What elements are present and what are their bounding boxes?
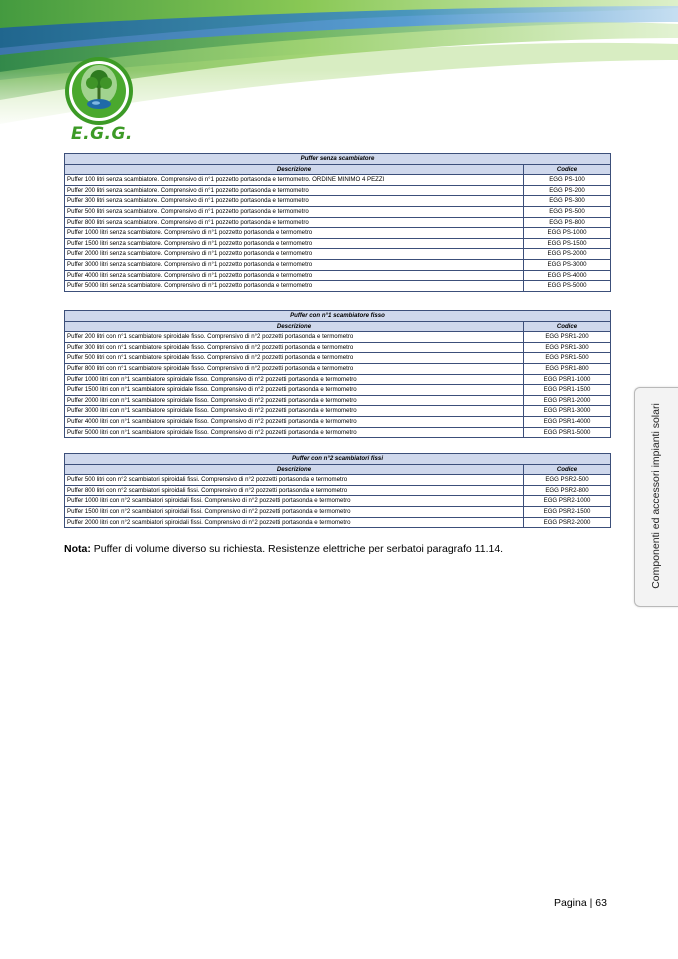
cell-descrizione: Puffer 4000 litri con n°1 scambiatore spiroidale fisso. Comprensivo di n°2 pozzetti portasonda e termometro (65, 416, 524, 427)
cell-descrizione: Puffer 500 litri con n°2 scambiatori spiroidali fissi. Comprensivo di n°2 pozzetti portasonda e termometro (65, 475, 524, 486)
cell-descrizione: Puffer 200 litri con n°1 scambiatore spiroidale fisso. Comprensivo di n°2 pozzetti portasonda e termometro (65, 332, 524, 343)
cell-descrizione: Puffer 500 litri con n°1 scambiatore spiroidale fisso. Comprensivo di n°2 pozzetti portasonda e termometro (65, 353, 524, 364)
page-separator: | (589, 897, 593, 909)
table-row (65, 363, 611, 374)
note-label: Nota: (64, 543, 91, 555)
table-title: Puffer con n°1 scambiatore fisso (65, 311, 611, 322)
column-header-descrizione: Descrizione (65, 464, 524, 475)
table-row (65, 281, 611, 292)
cell-descrizione: Puffer 800 litri con n°1 scambiatore spiroidale fisso. Comprensivo di n°2 pozzetti portasonda e termometro (65, 363, 524, 374)
cell-codice: EGG PS-5000 (523, 281, 610, 292)
cell-codice: EGG PS-2000 (523, 249, 610, 260)
cell-codice: EGG PSR1-4000 (524, 416, 611, 427)
cell-descrizione: Puffer 3000 litri senza scambiatore. Comprensivo di n°1 pozzetto portasonda e termometro (65, 259, 524, 270)
table-row (65, 185, 611, 196)
cell-descrizione: Puffer 2000 litri senza scambiatore. Comprensivo di n°1 pozzetto portasonda e termometro (65, 249, 524, 260)
table-row (65, 406, 611, 417)
cell-descrizione: Puffer 100 litri senza scambiatore. Comprensivo di n°1 pozzetto portasonda e termometro. ORDINE MINIMO 4 PEZZI (65, 175, 524, 186)
note-paragraph (64, 543, 503, 555)
cell-descrizione: Puffer 800 litri senza scambiatore. Comprensivo di n°1 pozzetto portasonda e termometro (65, 217, 524, 228)
cell-codice: EGG PSR1-3000 (524, 406, 611, 417)
note-text: Puffer di volume diverso su richiesta. Resistenze elettriche per serbatoi paragrafo 11.14. (90, 543, 504, 555)
table-row (65, 496, 611, 507)
cell-descrizione: Puffer 5000 litri senza scambiatore. Comprensivo di n°1 pozzetto portasonda e termometro (65, 281, 524, 292)
cell-codice: EGG PSR1-300 (524, 342, 611, 353)
table-row (65, 238, 611, 249)
cell-codice: EGG PSR1-2000 (524, 395, 611, 406)
cell-codice: EGG PS-300 (523, 196, 610, 207)
cell-codice: EGG PSR1-1000 (524, 374, 611, 385)
cell-descrizione: Puffer 800 litri con n°2 scambiatori spiroidali fissi. Comprensivo di n°2 pozzetti portasonda e termometro (65, 485, 524, 496)
table-row (65, 228, 611, 239)
table-row (65, 517, 611, 528)
cell-descrizione: Puffer 1000 litri con n°1 scambiatore spiroidale fisso. Comprensivo di n°2 pozzetti portasonda e termometro (65, 374, 524, 385)
cell-descrizione: Puffer 2000 litri con n°2 scambiatori spiroidali fissi. Comprensivo di n°2 pozzetti portasonda e termometro (65, 517, 524, 528)
cell-descrizione: Puffer 300 litri senza scambiatore. Comprensivo di n°1 pozzetto portasonda e termometro (65, 196, 524, 207)
table-row (65, 506, 611, 517)
column-header-codice: Codice (524, 464, 611, 475)
cell-descrizione: Puffer 5000 litri con n°1 scambiatore spiroidale fisso. Comprensivo di n°2 pozzetti portasonda e termometro (65, 427, 524, 438)
table-row (65, 374, 611, 385)
cell-codice: EGG PS-1500 (523, 238, 610, 249)
cell-codice: EGG PS-800 (523, 217, 610, 228)
table-row (65, 249, 611, 260)
table-row (65, 416, 611, 427)
table-row (65, 395, 611, 406)
cell-codice: EGG PS-500 (523, 206, 610, 217)
cell-descrizione: Puffer 4000 litri senza scambiatore. Comprensivo di n°1 pozzetto portasonda e termometro (65, 270, 524, 281)
table-row (65, 206, 611, 217)
cell-codice: EGG PSR1-800 (524, 363, 611, 374)
table-title: Puffer con n°2 scambiatori fissi (65, 454, 611, 465)
cell-descrizione: Puffer 1000 litri con n°2 scambiatori spiroidali fissi. Comprensivo di n°2 pozzetti portasonda e termometro (65, 496, 524, 507)
cell-codice: EGG PSR1-5000 (524, 427, 611, 438)
column-header-codice: Codice (523, 164, 610, 175)
cell-codice: EGG PSR2-2000 (524, 517, 611, 528)
table-row (65, 270, 611, 281)
cell-codice: EGG PSR2-1000 (524, 496, 611, 507)
cell-descrizione: Puffer 500 litri senza scambiatore. Comprensivo di n°1 pozzetto portasonda e termometro (65, 206, 524, 217)
cell-descrizione: Puffer 300 litri con n°1 scambiatore spiroidale fisso. Comprensivo di n°2 pozzetti portasonda e termometro (65, 342, 524, 353)
table-row (65, 353, 611, 364)
cell-codice: EGG PSR1-200 (524, 332, 611, 343)
brand-name: E.G.G. (71, 124, 133, 144)
cell-codice: EGG PS-1000 (523, 228, 610, 239)
cell-codice: EGG PS-200 (523, 185, 610, 196)
table-row (65, 485, 611, 496)
section-side-tab-label: Componenti ed accessori impianti solari (650, 403, 662, 589)
cell-codice: EGG PS-4000 (523, 270, 610, 281)
cell-codice: EGG PSR1-1500 (524, 385, 611, 396)
table-row (65, 175, 611, 186)
table-puffer-1-scambiatore (64, 310, 611, 438)
cell-codice: EGG PS-3000 (523, 259, 610, 270)
table-puffer-senza-scambiatore (64, 153, 611, 292)
cell-descrizione: Puffer 1500 litri con n°2 scambiatori spiroidali fissi. Comprensivo di n°2 pozzetti portasonda e termometro (65, 506, 524, 517)
table-title: Puffer senza scambiatore (65, 154, 611, 165)
page-number: 63 (595, 897, 607, 909)
page-footer (554, 897, 607, 909)
cell-codice: EGG PS-100 (523, 175, 610, 186)
cell-descrizione: Puffer 1000 litri senza scambiatore. Comprensivo di n°1 pozzetto portasonda e termometro (65, 228, 524, 239)
cell-codice: EGG PSR2-800 (524, 485, 611, 496)
cell-codice: EGG PSR1-500 (524, 353, 611, 364)
cell-descrizione: Puffer 200 litri senza scambiatore. Comprensivo di n°1 pozzetto portasonda e termometro (65, 185, 524, 196)
cell-codice: EGG PSR2-500 (524, 475, 611, 486)
cell-descrizione: Puffer 1500 litri senza scambiatore. Comprensivo di n°1 pozzetto portasonda e termometro (65, 238, 524, 249)
column-header-descrizione: Descrizione (65, 321, 524, 332)
cell-codice: EGG PSR2-1500 (524, 506, 611, 517)
egg-logo (63, 55, 135, 127)
column-header-codice: Codice (524, 321, 611, 332)
table-row (65, 385, 611, 396)
cell-descrizione: Puffer 1500 litri con n°1 scambiatore spiroidale fisso. Comprensivo di n°2 pozzetti portasonda e termometro (65, 385, 524, 396)
table-row (65, 475, 611, 486)
table-row (65, 332, 611, 343)
column-header-descrizione: Descrizione (65, 164, 524, 175)
table-row (65, 259, 611, 270)
table-puffer-2-scambiatori (64, 453, 611, 528)
table-row (65, 217, 611, 228)
table-row (65, 196, 611, 207)
page-label: Pagina (554, 897, 587, 909)
table-row (65, 342, 611, 353)
cell-descrizione: Puffer 2000 litri con n°1 scambiatore spiroidale fisso. Comprensivo di n°2 pozzetti portasonda e termometro (65, 395, 524, 406)
cell-descrizione: Puffer 3000 litri con n°1 scambiatore spiroidale fisso. Comprensivo di n°2 pozzetti portasonda e termometro (65, 406, 524, 417)
table-row (65, 427, 611, 438)
